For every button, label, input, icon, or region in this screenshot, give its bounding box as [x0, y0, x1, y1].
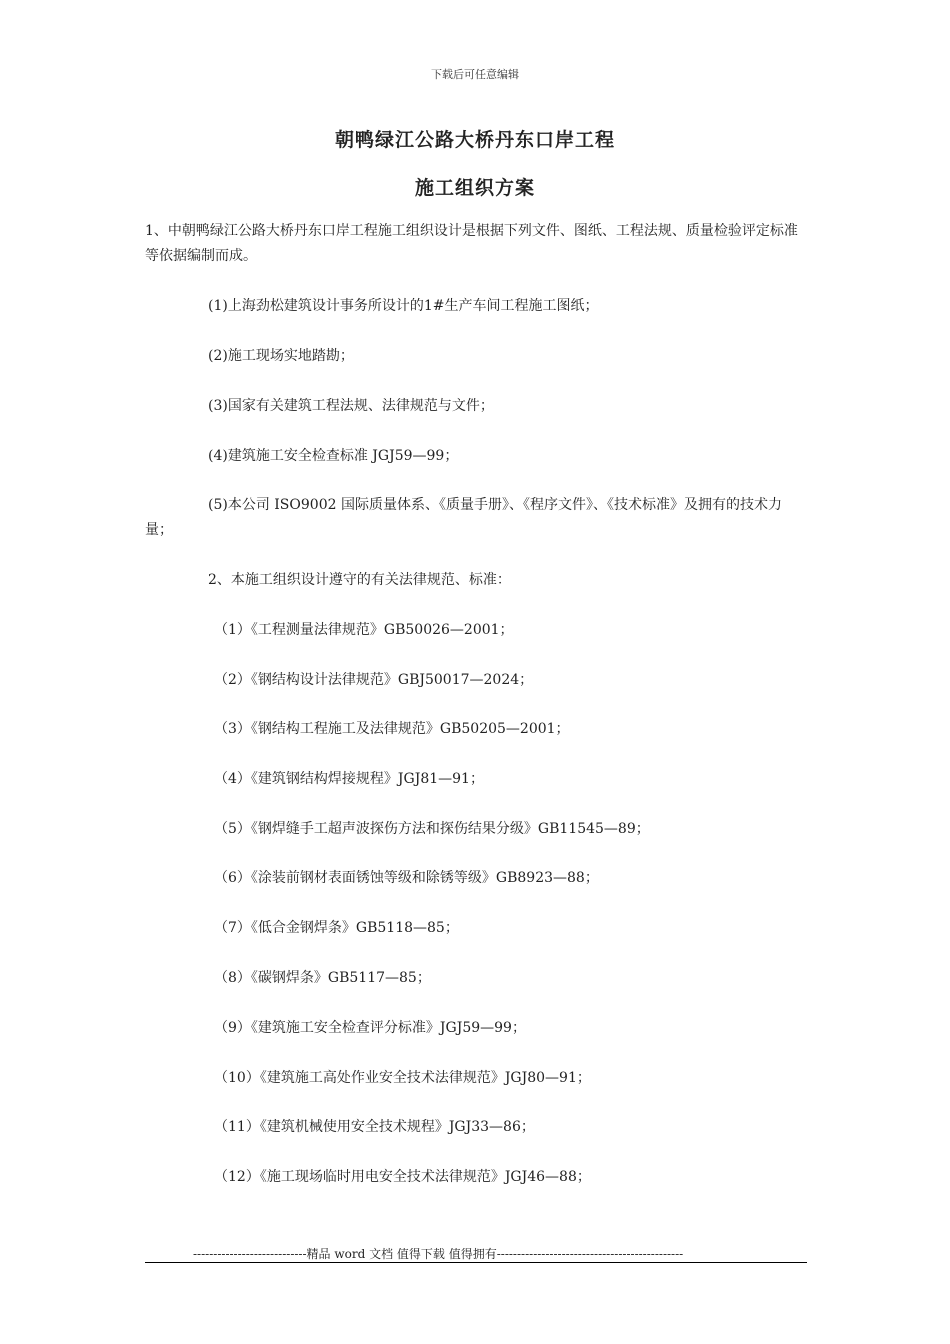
header-note: 下载后可任意编辑	[431, 68, 519, 81]
standard-item: （2）《钢结构设计法律规范》GBJ50017—2024；	[214, 672, 534, 688]
section-heading: 2、本施工组织设计遵守的有关法律规范、标准：	[208, 572, 511, 588]
standard-item: （6）《涂装前钢材表面锈蚀等级和除锈等级》GB8923—88；	[214, 870, 599, 886]
standard-item: （9）《建筑施工安全检查评分标准》JGJ59—99；	[214, 1020, 526, 1036]
document-title: 朝鸭绿江公路大桥丹东口岸工程	[334, 129, 615, 151]
standard-item: （1）《工程测量法律规范》GB50026—2001；	[214, 622, 514, 638]
basis-item: (4)建筑施工安全检查标准 JGJ59—99；	[208, 448, 459, 464]
standard-item: （3）《钢结构工程施工及法律规范》GB50205—2001；	[214, 721, 570, 737]
basis-item: (1)上海劲松建筑设计事务所设计的1#生产车间工程施工图纸；	[208, 298, 599, 314]
intro-paragraph: 1、中朝鸭绿江公路大桥丹东口岸工程施工组织设计是根据下列文件、图纸、工程法规、质量检验评定标准等依据编制而成。	[145, 223, 798, 264]
document-subtitle: 施工组织方案	[414, 177, 535, 199]
basis-item: (3)国家有关建筑工程法规、法律规范与文件；	[208, 398, 494, 414]
standard-item: （8）《碳钢焊条》GB5117—85；	[214, 970, 431, 986]
basis-item: (5)本公司 ISO9002 国际质量体系、《质量手册》、《程序文件》、《技术标准》及拥有的技术力量；	[145, 497, 782, 538]
standard-item: （4）《建筑钢结构焊接规程》JGJ81—91；	[214, 771, 484, 787]
standard-item: （12）《施工现场临时用电安全技术法律规范》JGJ46—88；	[214, 1169, 591, 1185]
footer-text: ----------------------------精品 word 文档 值得下载 值得拥有----------------------------------------------	[193, 1247, 684, 1261]
footer-divider	[145, 1262, 807, 1263]
standard-item: （11）《建筑机械使用安全技术规程》JGJ33—86；	[214, 1119, 535, 1135]
basis-item: (2)施工现场实地踏勘；	[208, 348, 354, 364]
standard-item: （7）《低合金钢焊条》GB5118—85；	[214, 920, 459, 936]
standard-item: （5）《钢焊缝手工超声波探伤方法和探伤结果分级》GB11545—89；	[214, 821, 650, 837]
standard-item: （10）《建筑施工高处作业安全技术法律规范》JGJ80—91；	[214, 1070, 591, 1086]
